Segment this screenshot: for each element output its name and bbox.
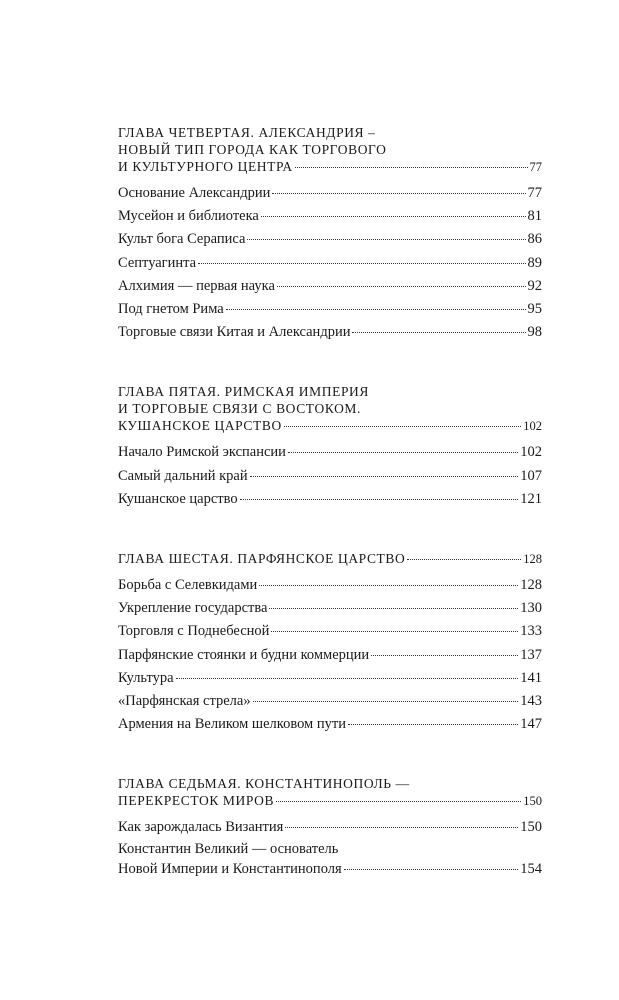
page-number: 150 [523,794,542,809]
dot-leader [295,167,528,168]
toc-entry[interactable] [118,321,542,344]
entry-title: Как зарождалась Византия [118,819,284,836]
dot-leader [240,499,519,500]
page-number: 133 [520,623,542,640]
entry-title: Торговля с Поднебесной [118,623,270,640]
toc-entry[interactable] [118,816,542,839]
page-number: 98 [527,324,542,341]
toc-entry[interactable] [118,275,542,298]
page-number: 128 [523,552,542,567]
dot-leader [253,701,519,702]
chapter-title-line: КУШАНСКОЕ ЦАРСТВО [118,418,282,434]
toc-entry[interactable] [118,205,542,228]
entry-title: Торговые связи Китая и Александрии [118,324,351,341]
page-number: 137 [520,646,542,663]
page-number: 154 [520,860,542,877]
entry-title: Культура [118,669,174,686]
entry-title-line: Константин Великий — основатель [118,840,339,857]
dot-leader [277,286,526,287]
entry-title: Кушанское царство [118,490,238,507]
chapter-heading[interactable] [118,775,542,810]
page-number: 107 [520,467,542,484]
dot-leader [271,631,518,632]
page-number: 95 [527,301,542,318]
entry-title: Борьба с Селевкидами [118,577,258,594]
page-number: 102 [523,419,542,434]
dot-leader [276,801,521,802]
toc-entry[interactable] [118,228,542,251]
dot-leader [344,869,519,870]
toc-entry[interactable] [118,252,542,275]
page-number: 147 [520,716,542,733]
page-number: 150 [520,819,542,836]
toc-entry[interactable] [118,840,542,881]
chapter-heading[interactable] [118,383,542,435]
chapter-title-line: ПЕРЕКРЕСТОК МИРОВ [118,793,275,809]
dot-leader [198,263,525,264]
page-number: 77 [527,185,542,201]
page-number: 121 [520,490,542,507]
entry-title: «Парфянская стрела» [118,693,251,710]
dot-leader [284,426,521,427]
dot-leader [226,309,526,310]
chapter-heading[interactable] [118,124,542,176]
chapter-title-line: И КУЛЬТУРНОГО ЦЕНТРА [118,159,293,174]
toc-entry[interactable] [118,465,542,488]
entry-title: Начало Римской экспансии [118,444,286,461]
dot-leader [285,827,518,828]
page-number: 86 [527,231,542,248]
dot-leader [407,559,521,560]
dot-leader [250,476,519,477]
entry-title: Самый дальний край [118,467,248,484]
toc-entry[interactable] [118,620,542,643]
dot-leader [269,608,518,609]
toc-entry[interactable] [118,690,542,713]
toc-entry[interactable] [118,597,542,620]
chapter-title-line: И ТОРГОВЫЕ СВЯЗИ С ВОСТОКОМ. [118,401,362,417]
chapter-title-line: ГЛАВА ШЕСТАЯ. ПАРФЯНСКОЕ ЦАРСТВО [118,551,406,567]
entry-title: Основание Александрии [118,185,271,201]
page-number: 102 [520,444,542,461]
chapter-title-line: ГЛАВА ПЯТАЯ. РИМСКАЯ ИМПЕРИЯ [118,384,370,400]
dot-leader [352,332,525,333]
entry-title: Укрепление государства [118,600,268,617]
dot-leader [176,678,519,679]
chapter-title-line: ГЛАВА СЕДЬМАЯ. КОНСТАНТИНОПОЛЬ — [118,776,410,792]
dot-leader [288,452,518,453]
dot-leader [371,655,518,656]
entry-title: Армения на Великом шелковом пути [118,716,346,733]
toc-entry[interactable] [118,713,542,736]
chapter-6 [118,550,542,736]
chapter-heading[interactable] [118,550,542,568]
toc-entry[interactable] [118,574,542,597]
toc-entry[interactable] [118,441,542,464]
entry-title: Алхимия — первая наука [118,277,275,294]
entry-title: Под гнетом Рима [118,301,224,318]
dot-leader [272,193,525,194]
page-number: 89 [527,254,542,271]
page-number: 128 [520,577,542,594]
entry-title: Новой Империи и Константинополя [118,860,342,877]
entry-title: Мусейон и библиотека [118,208,259,225]
dot-leader [348,724,518,725]
toc-entry[interactable] [118,644,542,667]
chapter-7 [118,775,542,880]
table-of-contents [118,124,542,920]
page-number: 130 [520,600,542,617]
chapter-title-line: НОВЫЙ ТИП ГОРОДА КАК ТОРГОВОГО [118,142,387,157]
toc-entry[interactable] [118,298,542,321]
page-number: 143 [520,693,542,710]
page-number: 81 [527,208,542,225]
entry-title: Парфянские стоянки и будни коммерции [118,646,370,663]
toc-entry[interactable] [118,488,542,511]
dot-leader [247,239,525,240]
dot-leader [261,216,526,217]
toc-entry[interactable] [118,667,542,690]
dot-leader [259,585,518,586]
chapter-title-line: ГЛАВА ЧЕТВЕРТАЯ. АЛЕКСАНДРИЯ – [118,125,376,140]
chapter-4 [118,124,542,344]
entry-title: Септуагинта [118,254,197,271]
page-number: 92 [527,277,542,294]
chapter-5 [118,383,542,511]
page-number: 77 [529,160,542,174]
page-number: 141 [520,669,542,686]
toc-entry[interactable] [118,182,542,205]
entry-title: Культ бога Сераписа [118,231,246,248]
